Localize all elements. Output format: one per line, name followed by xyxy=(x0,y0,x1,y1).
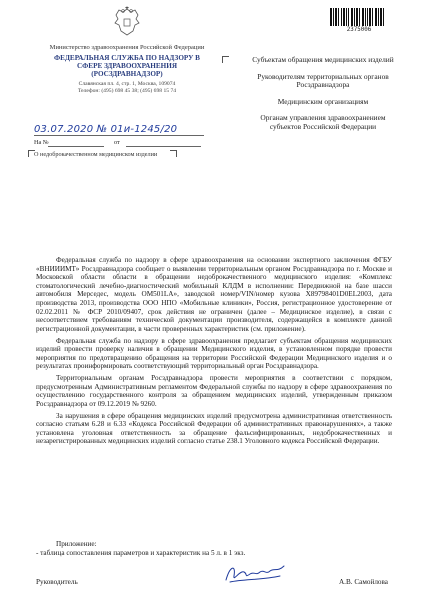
na-underline xyxy=(48,146,104,147)
barcode-number: 2375006 xyxy=(346,27,372,33)
address-line-2: Телефон: (495) 698 45 38; (495) 698 15 74 xyxy=(77,87,177,94)
ministry-name: Министерство здравоохранения Российской Федерации xyxy=(49,44,205,51)
recipient-1: Субъектам обращения медицинских изделий xyxy=(252,55,394,64)
recipient-3: Медицинским организациям xyxy=(277,96,369,106)
recipients-corner xyxy=(222,56,229,63)
date-underline xyxy=(34,135,204,136)
body-paragraph-1: Федеральная служба по надзору в сфере здравоохранения на основании экспертного заключения ФГБУ «ВНИИИМТ» Росздравнадзора сообщает о выявлении территориальным органом Росздравнадзора по г. Москве и Московской области области в обращении недоброкачественного медицинского изделия: «Комплекс стоматологический лечебно-диагностический мобильный КЛДМ в исполнении: Передвижной на базе шасси автомобиля Мерседес, модель OM501LA», заводской номер/VIN/номер кузова X89798401D0EL2003, дата производства 2013, производства ООО НПО «Мобильные клиники», Россия, регистрационное удостоверение от 02.02.2011 № ФСР 2010/09407, срок действия не ограничен (далее – Медицинское изделие), в связи с несоответствием требованиям технической документации производителя, содержащейся в комплекте данной регистрационной документации, в части проверенных характеристик (см. приложение). xyxy=(36,256,392,333)
recipients-block xyxy=(248,56,398,140)
coat-of-arms-icon xyxy=(112,6,142,38)
barcode xyxy=(330,8,388,33)
attachment-label: Приложение: xyxy=(56,540,97,548)
handwritten-date-number: 03.07.2020 № 01и-1245/20 xyxy=(34,124,178,135)
recipient-4: Органам управления здравоохранением субъектов Российской Федерации xyxy=(260,113,386,131)
ot-label: от xyxy=(114,139,120,146)
letter-subject: О недоброкачественном медицинском изделии xyxy=(34,151,158,158)
recipient-2: Руководителям территориальных органов Росздравнадзора xyxy=(257,71,389,90)
barcode-bars xyxy=(330,8,388,26)
ot-underline xyxy=(126,146,201,147)
letterhead xyxy=(42,6,212,94)
date-number-line xyxy=(34,124,204,138)
body-paragraph-2: Федеральная служба по надзору в сфере здравоохранения предлагает субъектам обращения медицинских изделий провести проверку наличия в обращении Медицинского изделия, в установленном порядке провести мероприятия по предотвращению обращения на территории Российской Федерации Медицинского изделия и о результатах проинформировать соответствующий территориальный орган Росздравнадзора. xyxy=(36,336,392,371)
signer-title: Руководитель xyxy=(36,578,78,586)
signature-line xyxy=(36,578,392,588)
na-label: На № xyxy=(34,139,49,146)
body-paragraph-4: За нарушения в сфере обращения медицинских изделий предусмотрена административная ответственность согласно статьям 6.28 и 6.33 «Кодекса Российской Федерации об административных правонарушениях», а также установлена уголовная ответственность за обращение фальсифицированных, недоброкачественных и незарегистрированных медицинских изделий согласно статье 238.1 Уголовного кодекса Российской Федерации. xyxy=(36,411,392,446)
address-line-1: Славянская пл. 4, стр. 1, Москва, 109074 xyxy=(78,81,176,88)
attachment-block xyxy=(36,540,376,557)
attachment-item: - таблица сопоставления параметров и характеристик на 5 л. в 1 экз. xyxy=(36,548,246,557)
letter-body xyxy=(36,256,392,449)
service-name: ФЕДЕРАЛЬНАЯ СЛУЖБА ПО НАДЗОРУ В СФЕРЕ ЗДРАВООХРАНЕНИЯ (РОСЗДРАВНАДЗОР) xyxy=(54,53,200,78)
signer-name: А.В. Самойлова xyxy=(338,578,388,586)
body-paragraph-3: Территориальным органам Росздравнадзора провести мероприятия в соответствии с порядком, предусмотренным Административным регламентом Федеральной службы по надзору в сфере здравоохранения по осуществлению государственного контроля за обращением медицинских изделий, утвержденным приказом Росздравнадзора от 09.12.2019 № 9260. xyxy=(36,374,392,408)
